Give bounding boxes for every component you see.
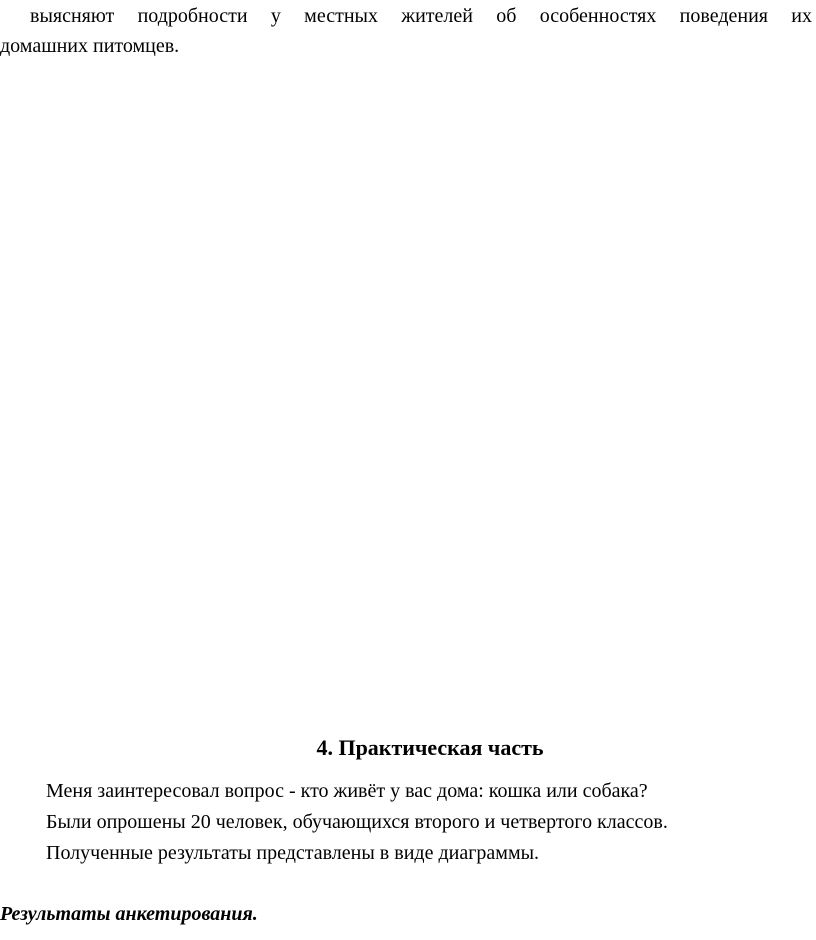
intro-text-line-2: домашних питомцев. — [0, 35, 180, 57]
section-heading: 4. Практическая часть — [316, 735, 544, 760]
results-caption: Результаты анкетирования. — [0, 903, 258, 925]
paragraph-line: Меня заинтересовал вопрос - кто живёт у вас дома: кошка или собака? — [46, 780, 648, 802]
paragraph-line: Были опрошены 20 человек, обучающихся второго и четвертого классов. — [46, 811, 668, 833]
intro-text-line-1: выясняют подробности у местных жителей об особенностях поведения их — [30, 5, 812, 27]
paragraph-line: Полученные результаты представлены в виде диаграммы. — [46, 842, 540, 864]
